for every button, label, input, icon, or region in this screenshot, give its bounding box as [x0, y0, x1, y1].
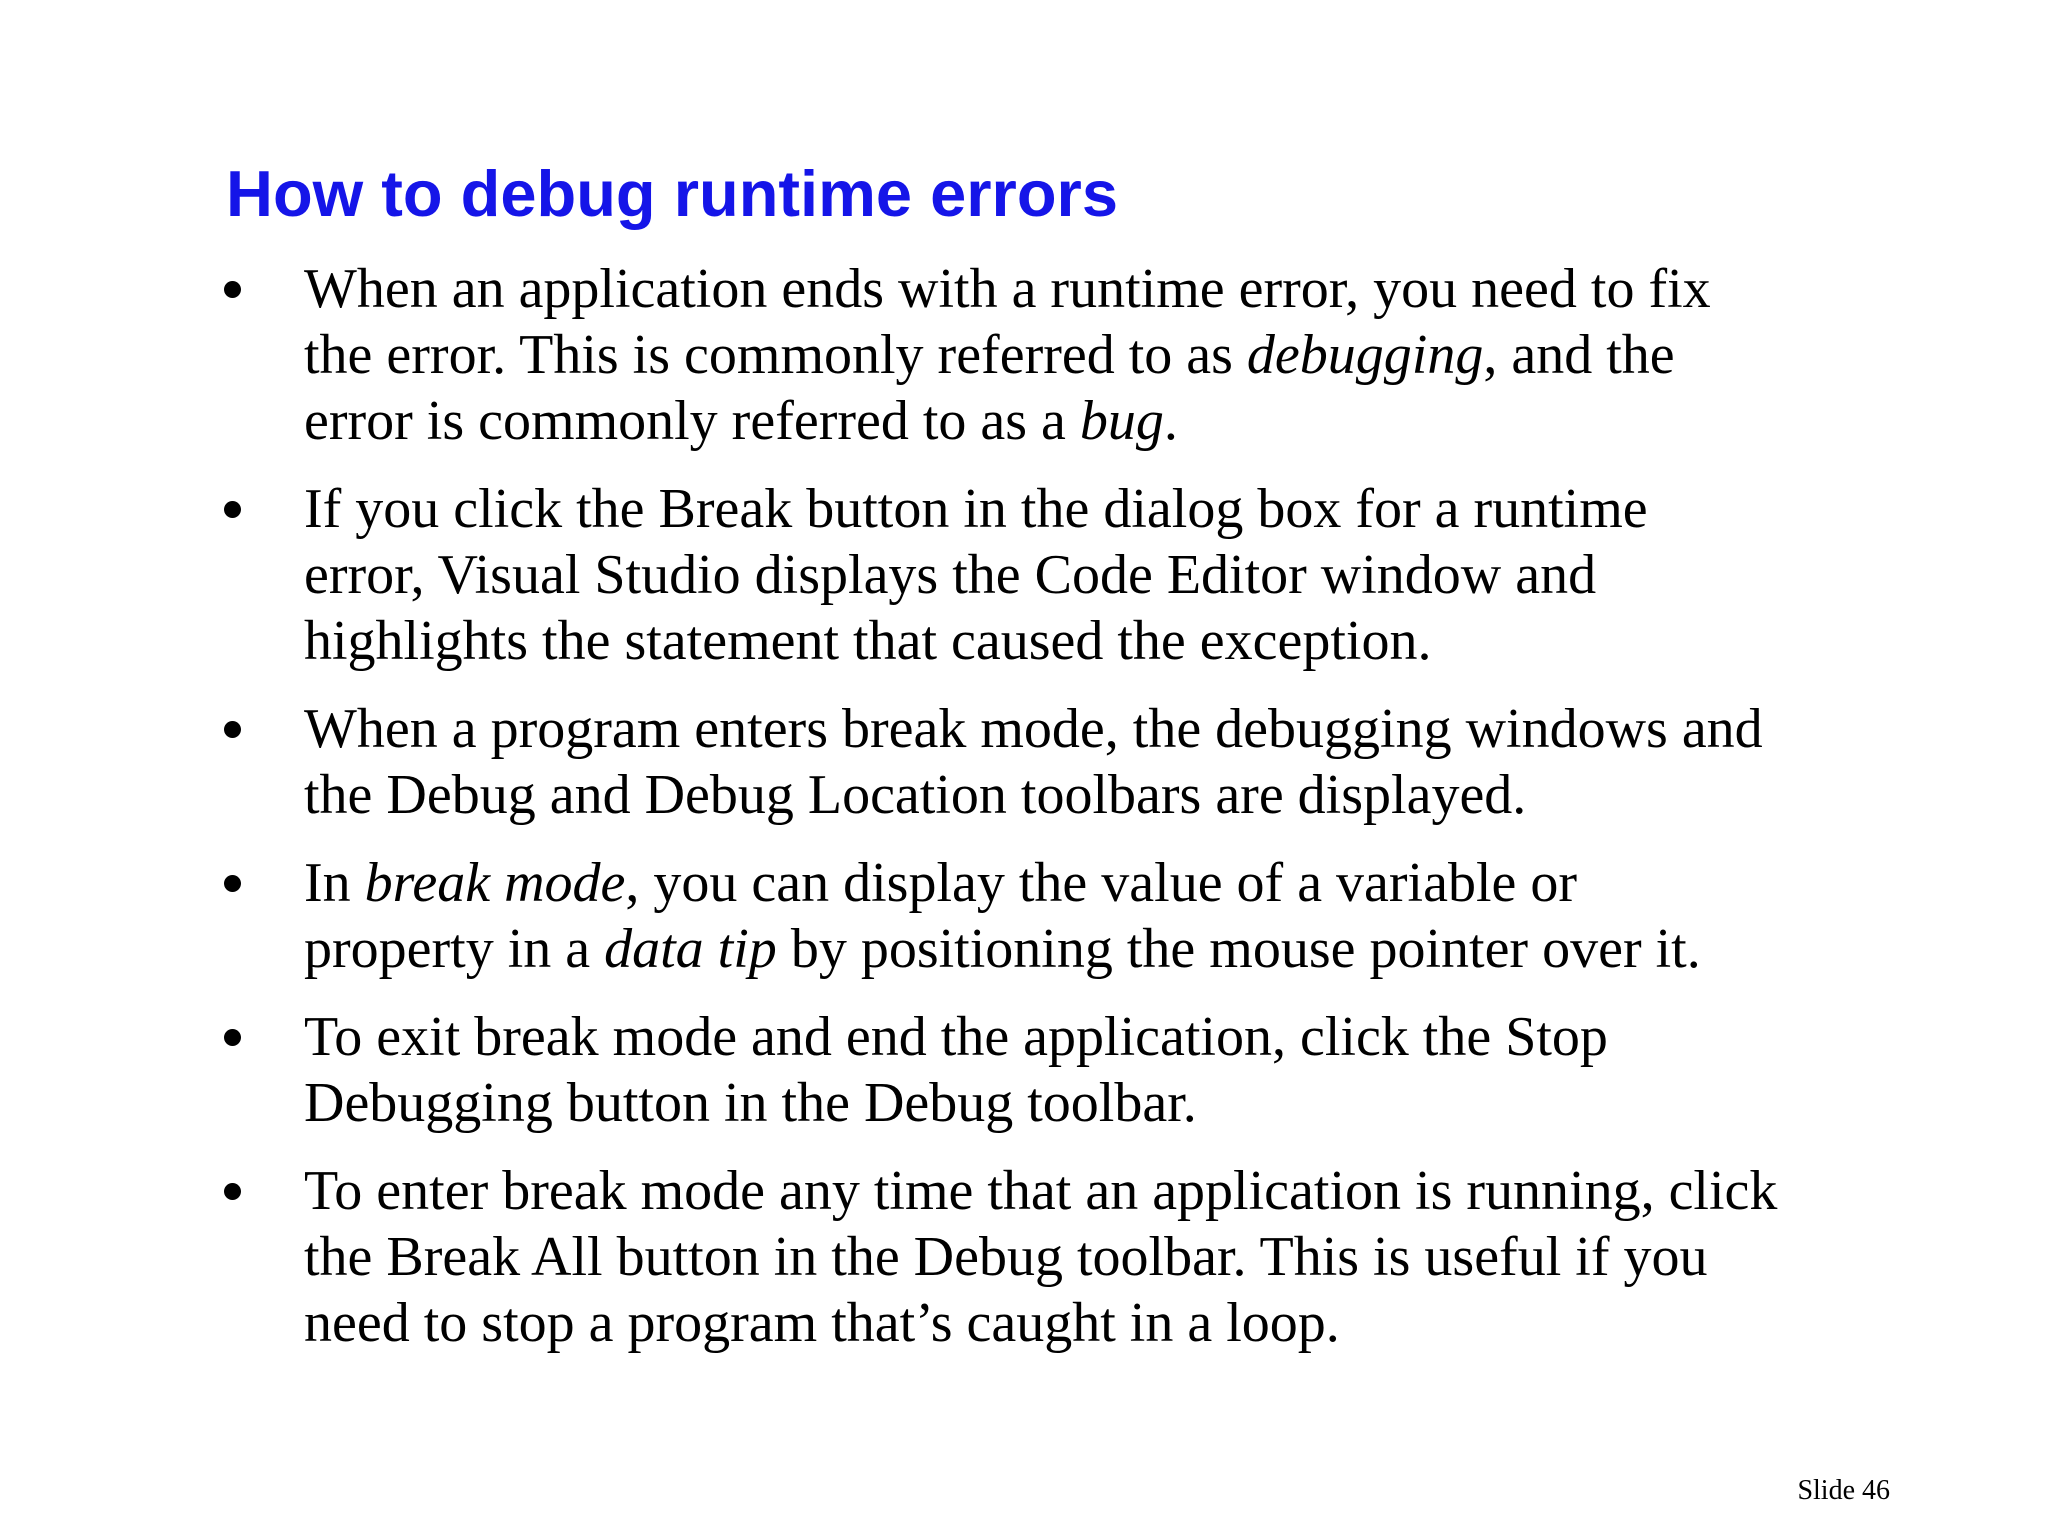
- bullet-text-segment: by positioning the mouse pointer over it.: [776, 918, 1701, 980]
- bullet-text-segment: To exit break mode and end the application, click the Stop Debugging button in the Debug toolbar.: [304, 1006, 1608, 1134]
- slide-number: Slide 46: [1797, 1475, 1890, 1506]
- bullet-text: [304, 698, 1763, 826]
- bullet-text-segment: , you can display the value of a variable or property in a: [304, 852, 1578, 980]
- bullet-dot-icon: [224, 281, 241, 298]
- bullet-dot-icon: [224, 1183, 241, 1200]
- bullet-text-segment: In: [304, 852, 365, 914]
- bullet-text: [304, 478, 1648, 672]
- bullet-text-segment: If you click the Break button in the dialog box for a runtime error, Visual Studio displays the Code Editor window and highlights the statement that caused the exception.: [304, 478, 1648, 672]
- bullet-text-emphasis: data tip: [604, 918, 777, 980]
- bullet-dot-icon: [224, 721, 241, 738]
- bullet-item: [220, 1004, 1780, 1136]
- bullet-text-segment: When a program enters break mode, the debugging windows and the Debug and Debug Location toolbars are displayed.: [304, 698, 1763, 826]
- bullet-text: [304, 258, 1711, 452]
- bullet-dot-icon: [224, 875, 241, 892]
- bullet-text-segment: When an application ends with a runtime error, you need to fix the error. This is commonly referred to as: [304, 258, 1711, 386]
- bullet-text: [304, 1006, 1608, 1134]
- bullet-text-emphasis: debugging: [1246, 324, 1484, 386]
- slide-title: How to debug runtime errors: [226, 157, 1119, 230]
- bullet-text-emphasis: bug: [1079, 390, 1164, 452]
- bullet-item: [220, 696, 1780, 828]
- bullet-dot-icon: [224, 501, 241, 518]
- bullet-item: [220, 256, 1780, 454]
- bullet-list: [220, 256, 1780, 1378]
- bullet-text-segment: , and the error is commonly referred to as a: [304, 324, 1675, 452]
- bullet-text-emphasis: break mode: [364, 852, 626, 914]
- bullet-text-segment: .: [1163, 390, 1178, 452]
- bullet-item: [220, 850, 1780, 982]
- bullet-text: [304, 1160, 1777, 1354]
- bullet-text-segment: To enter break mode any time that an application is running, click the Break All button in the Debug toolbar. This is useful if you need to stop a program that’s caught in a loop.: [304, 1160, 1778, 1354]
- bullet-dot-icon: [224, 1029, 241, 1046]
- bullet-text: [304, 852, 1701, 980]
- bullet-item: [220, 476, 1780, 674]
- bullet-item: [220, 1158, 1780, 1356]
